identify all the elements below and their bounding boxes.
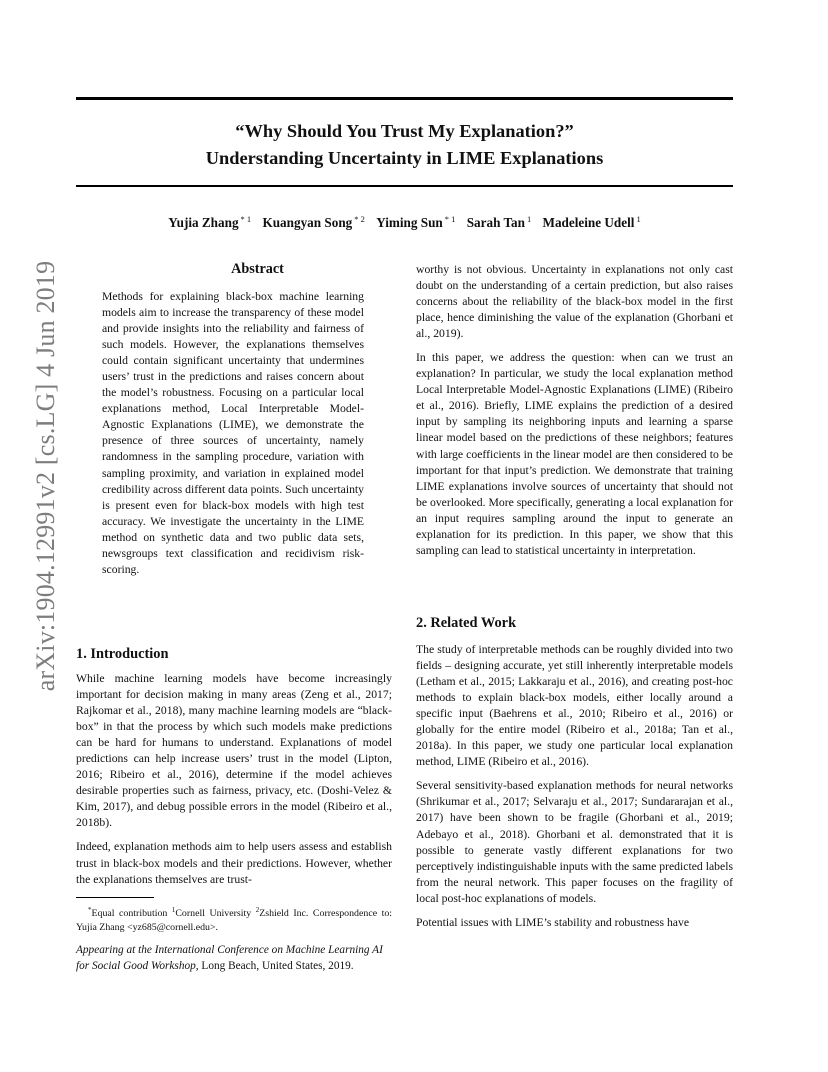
paragraph: Potential issues with LIME’s stability and robustness have: [416, 915, 690, 929]
author: [376, 215, 455, 230]
related-work-heading: 2. Related Work: [416, 615, 517, 631]
introduction-body: [76, 671, 392, 896]
author-affiliation-mark: 1: [526, 214, 532, 224]
venue-italic-text: Appearing at the International Conference on Machine Learning AI for Social Good Workshop: [76, 944, 383, 972]
author-name: Sarah Tan: [466, 215, 525, 230]
author: [262, 215, 364, 230]
introduction-heading: 1. Introduction: [76, 646, 169, 662]
introduction-continued: [416, 262, 733, 567]
paragraph: The study of interpretable methods can be roughly divided into two fields – designing accurate, yet still inherently interpretable models (Letham et al., 2015; Lakkaraju et al., 2016), and creating post-hoc methods to explain black-box models, either locally around a specific input (Baehrens et al., 2010; Ribeiro et al., 2016) or globally for the entire model (Ribeiro et al., 2018a; Tan et al., 2018a). In this paper, we study one particular local explanation method, LIME (Ribeiro et al., 2016).: [416, 643, 733, 769]
abstract-text: Methods for explaining black-box machine learning models aim to increase the transparency of these model and provide insights into the reliability and fairness of such models. However, the explanations themselves could contain significant uncertainty that undermines users’ trust in the predictions and raises concern about the model’s robustness. Focusing on a particular local explanations method, Local Interpretable Model-Agnostic Explanations (LIME), we demonstrate the presence of three sources of uncertainty, namely randomness in the sampling procedure, variation with sampling proximity, and variation in explained model credibility across different data points. Such uncertainty is present even for black-box models with high test accuracy. We investigate the uncertainty in the LIME method on synthetic data and two public data sets, newsgroups text classification and recidivism risk-scoring.: [102, 290, 364, 576]
paragraph: While machine learning models have become increasingly important for decision making in many areas (Zeng et al., 2017; Rajkomar et al., 2018), many machine learning models are “black-box” in that the process by which such models make predictions can be hard for humans to understand. Explanations of model predictions can help increase users’ trust in the model (Lipton, 2016; Ribeiro et al., 2016), determine if the model achieves desirable properties such as fairness, privacy, etc. (Doshi-Velez & Kim, 2017), and debug possible errors in the model (Ribeiro et al., 2018b).: [76, 672, 392, 830]
paragraph: worthy is not obvious. Uncertainty in explanations not only cast doubt on the understanding of a certain prediction, but also raises concerns about the reliability of the black-box model in the first place, hence diminishing the value of the explanation (Ghorbani et al., 2019).: [416, 263, 733, 341]
author-affiliation-mark: * 1: [444, 214, 456, 224]
footnote: [76, 903, 392, 935]
author-name: Yiming Sun: [376, 215, 443, 230]
footnote-marker: *: [88, 906, 92, 914]
author-name: Yujia Zhang: [168, 215, 239, 230]
paragraph: In this paper, we address the question: when can we trust an explanation? In particular, we study the local explanation method Local Interpretable Model-Agnostic Explanations (LIME) (Ribeiro et al., 2016). Briefly, LIME explains the prediction of a desired input by sampling its neighboring inputs and learning a sparse linear model based on the predictions of these neighbors; features with large coefficients in the linear model are then considered to be important for that input’s prediction. We demonstrate that training LIME explanations involve sources of uncertainty that should not be overlooked. More specifically, generating a local explanation for an input requires sampling around the input to generate an explanation for its prediction. In this paper, we show that this sampling can lead to statistical uncertainty in interpretation.: [416, 351, 733, 557]
affiliation-marker: 1: [171, 906, 176, 914]
paragraph: Several sensitivity-based explanation methods for neural networks (Shrikumar et al., 2017; Selvaraju et al., 2017; Sundararajan et al., 2017) have been shown to be fragile (Ghorbani et al., 2019; Adebayo et al., 2018). Ghorbani et al. demonstrated that it is possible to generate vastly different explanations for two perceptively indistinguishable inputs with the same predicted labels from the neural network. This paper focuses on the fragility of local post-hoc explanations of models.: [416, 779, 733, 905]
title-top-rule: [76, 97, 733, 100]
author: [543, 215, 641, 230]
title-bottom-rule: [76, 185, 733, 187]
related-work-body: [416, 642, 733, 939]
arxiv-identifier-text: arXiv:1904.12991v2 [cs.LG] 4 Jun 2019: [31, 260, 60, 692]
footnote-equal-contribution: Equal contribution: [91, 908, 168, 919]
affiliation-marker: 2: [255, 906, 260, 914]
venue-plain-text: , Long Beach, United States, 2019.: [195, 959, 354, 972]
title-line-2: Understanding Uncertainty in LIME Explanations: [205, 148, 604, 168]
affiliation-name: Zshield Inc.: [259, 908, 309, 919]
author-affiliation-mark: * 2: [354, 214, 365, 224]
abstract-heading: Abstract: [231, 261, 284, 277]
title-line-1: “Why Should You Trust My Explanation?”: [235, 121, 574, 141]
author: [168, 215, 251, 230]
footnote-rule: [76, 897, 154, 898]
paragraph: Indeed, explanation methods aim to help users assess and establish trust in black-box models and their predictions. However, whether the explanations themselves are trust-: [76, 840, 392, 886]
affiliation-name: Cornell University: [175, 908, 252, 919]
author-affiliation-mark: * 1: [240, 214, 252, 224]
correspondence-text: Correspondence to: Yujia Zhang <yz685@cornell.edu>.: [76, 908, 393, 933]
author-affiliation-mark: 1: [636, 214, 641, 224]
paper-title: [76, 118, 733, 172]
venue-note: [76, 943, 392, 974]
author-list: [76, 214, 733, 231]
author-name: Madeleine Udell: [542, 215, 635, 230]
author: [467, 215, 532, 230]
author-name: Kuangyan Song: [262, 215, 353, 230]
